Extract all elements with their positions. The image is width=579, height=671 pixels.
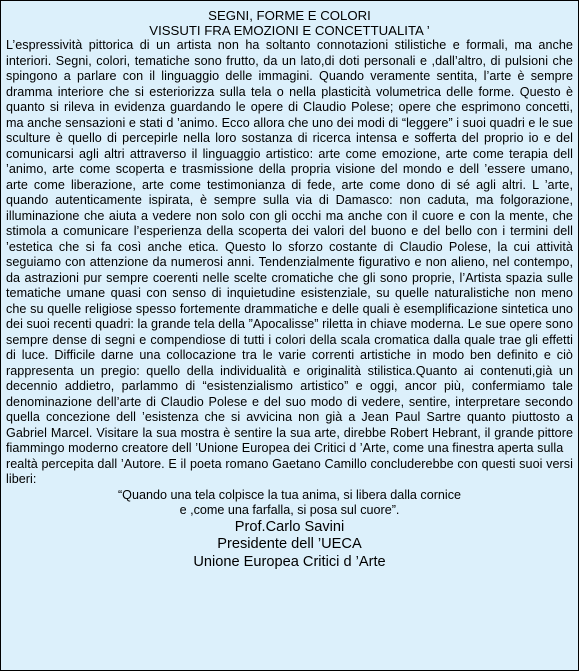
body-paragraph-1: L’espressività pittorica di un artista non ha soltanto connotazioni stilistiche e formali, ma anche interiori. Segni, colori, tematiche sono frutto, da un lato,di doti personali e ,dall’altro, di pulsioni che spingono a parlare con il linguaggio delle immagini. Quando veramente sentita, l’arte è sempre dramma interiore che si esteriorizza sulla tela o nella plasticità volumetrica delle forme. Questo è quanto si rileva in evidenza guardando le opere di Claudio Polese; opere che esprimono concetti, ma anche sensazioni e stati d ’animo. Ecco allora che uno dei modi di “leggere” i suoi quadri e le sue sculture è quello di percepirle nella loro sostanza di ricerca intensa e sofferta del proprio io e del comunicarsi agli altri attraverso il linguaggio artistico: arte come emozione, arte come terapia dell ’animo, arte come scoperta e trasmissione della propria visione del mondo e dell ’essere umano, arte come liberazione, arte come testimonianza di fede, arte come dono di sé agli altri. L ’arte, quando autenticamente ispirata, è sempre sulla via di Damasco: non caduta, ma folgorazione, illuminazione che aiuta a vedere non solo con gli occhi ma anche con il cuore e con la mente, che stimola a comunicare l’esperienza della scoperta dei valori del buono e del bello con i termini dell ’estetica che si fa così anche etica. Questo lo sforzo costante di Claudio Polese, la cui attività seguiamo con attenzione da numerosi anni. Tendenzialmente figurativo e non alieno, nel contempo, da astrazioni pur sempre coerenti nelle scelte cromatiche che gli sono proprie, l’Artista spazia sulle tematiche umane quasi con senso di inquietudine esistenziale, su quelle naturalistiche non meno che su quelle religiose spesso fortemente drammatiche e delle quali è esemplificazione sintetica uno dei suoi recenti quadri: la grande tela della ”Apocalisse” riletta in chiave moderna. Le sue opere sono sempre dense di segni e compendiose di tutti i colori della scala cromatica dalla quale trae gli effetti di luce. Difficile darne una collocazione tra le varie correnti artistiche in modo ben definito e ciò rappresenta un pregio: quello della individualità e originalità stilistica.Quanto ai contenuti,già un decennio addietro, parlammo di “esistenzialismo artistico” e oggi, ancor più, confermiamo tale denominazione dell’arte di Claudio Polese e del suo modo di vedere, sentire, interpretare secondo quella concezione dell ’esistenza che si avvicina non già a Jean Paul Sartre quanto piuttosto a Gabriel Marcel. Visitare la sua mostra è sentire la sua arte, direbbe Robert Hebrant, il grande pittore fiammingo moderno creatore dell ’Unione Europea dei Critici d ’Arte, come una finestra aperta sulla	[6, 38, 573, 455]
body-paragraph-2: realtà percepita dall ’Autore. E il poeta romano Gaetano Camillo concluderebbe con questi suoi versi liberi:	[6, 456, 573, 486]
signature-organization: Unione Europea Critici d ’Arte	[193, 553, 386, 570]
quote-line-1: “Quando una tela colpisce la tua anima, si libera dalla cornice	[117, 487, 462, 502]
signature-role: Presidente dell ’UECA	[217, 536, 362, 553]
title-line-1: SEGNI, FORME E COLORI	[208, 8, 371, 23]
article	[6, 8, 573, 571]
quote-line-2: e ,come una farfalla, si posa sul cuore”.	[179, 503, 400, 517]
title-line-2: VISSUTI FRA EMOZIONI E CONCETTUALITA ’	[149, 23, 430, 38]
signature-name: Prof.Carlo Savini	[234, 518, 345, 535]
